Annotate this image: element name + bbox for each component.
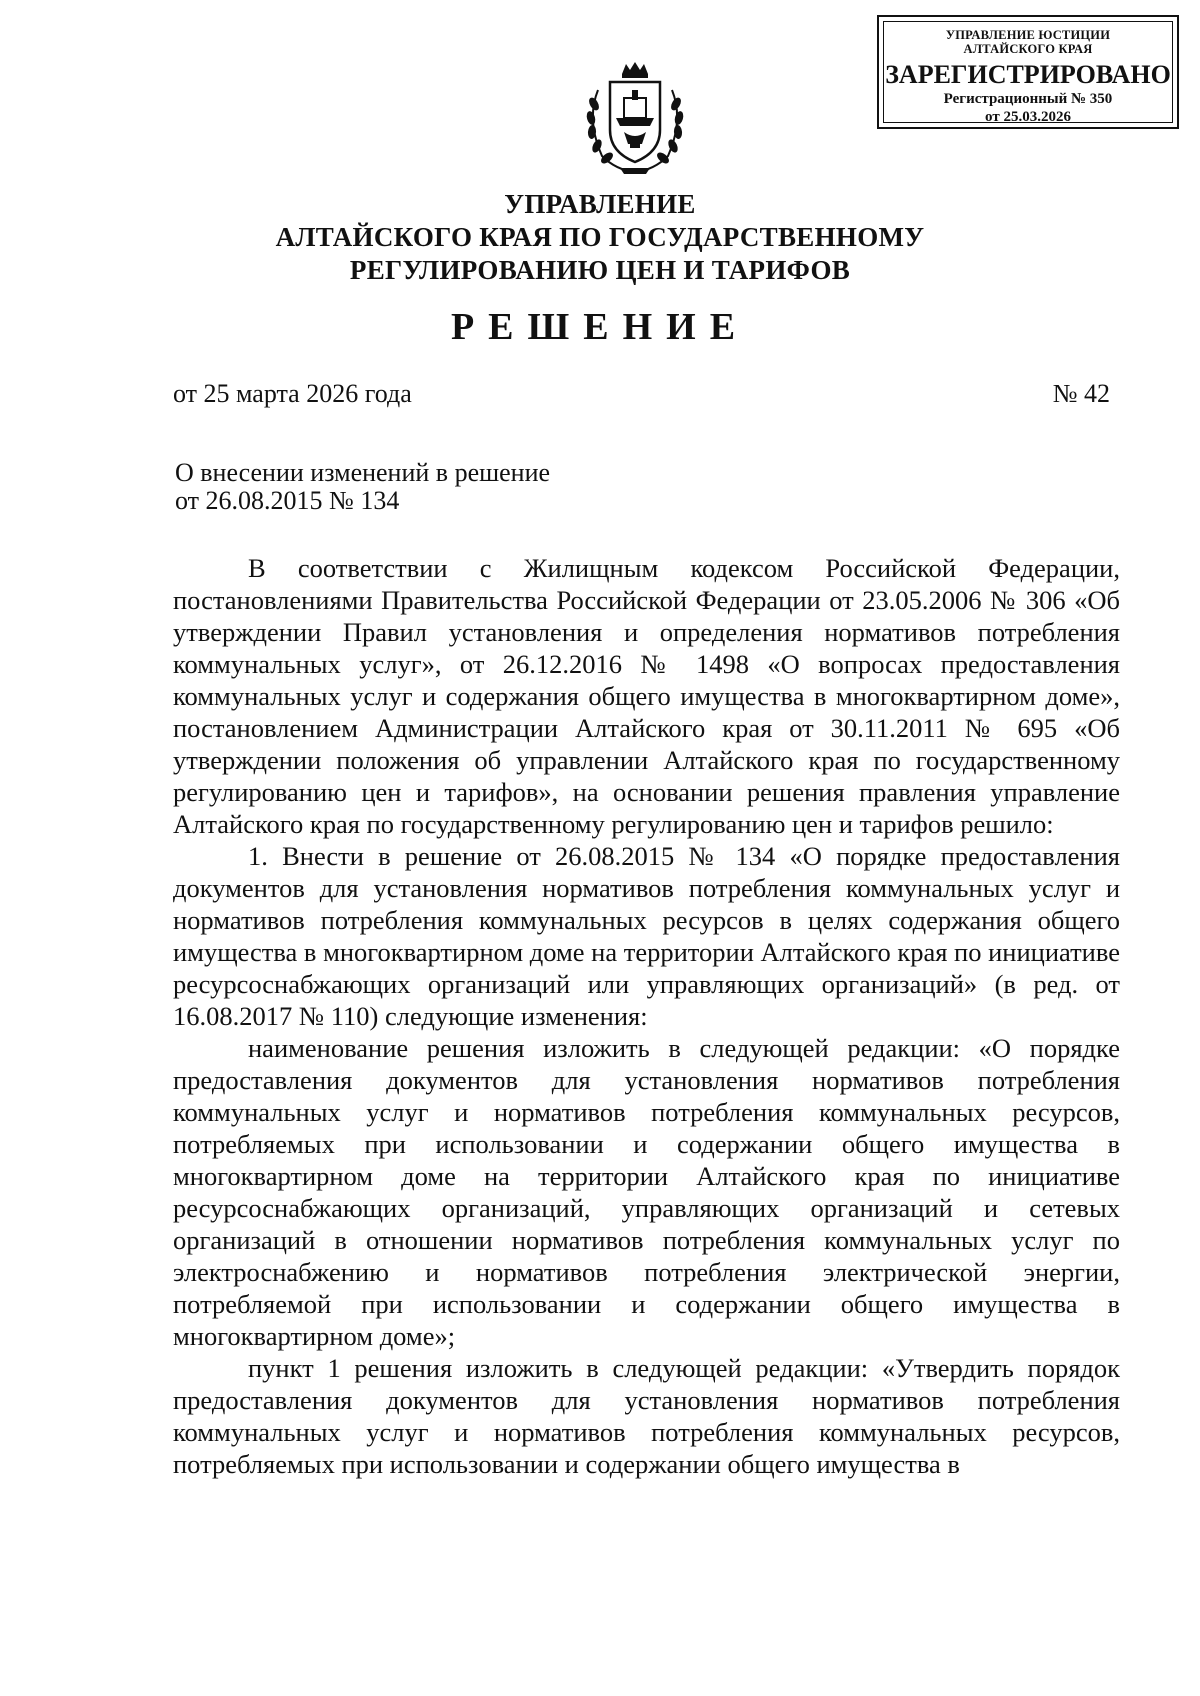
document-type-title: РЕШЕНИЕ (450, 306, 750, 348)
stamp-status: ЗАРЕГИСТРИРОВАНО (885, 60, 1171, 89)
document-date: от 25 марта 2026 года (173, 379, 412, 408)
body-paragraph-point-1-change: пункт 1 решения изложить в следующей редакции: «Утвердить порядок предоставления документов для установления нормативов потребления коммунальных услуг и нормативов потребления коммунальных ресурсов, потребляемых при использовании и содержании общего имущества в (173, 1353, 1120, 1479)
document-subject (175, 459, 550, 515)
header-line-3: РЕГУЛИРОВАНИЮ ЦЕН И ТАРИФОВ (349, 255, 851, 285)
coat-of-arms-emblem (580, 60, 690, 178)
document-body (173, 552, 1120, 1480)
stamp-org (884, 28, 1172, 56)
stamp-org-line1: УПРАВЛЕНИЕ ЮСТИЦИИ (945, 28, 1111, 42)
stamp-reg-date: от 25.03.2026 (985, 109, 1071, 125)
stamp-org-line2: АЛТАЙСКОГО КРАЯ (963, 42, 1093, 56)
subject-line-1: О внесении изменений в решение (175, 458, 551, 487)
body-paragraph-title-change: наименование решения изложить в следующей редакции: «О порядке предоставления документов для установления нормативов потребления коммунальных услуг и нормативов потребления коммунальных ресурсов, потребляемых при использовании и содержании общего имущества в многоквартирном доме на территории Алтайского края по инициативе ресурсоснабжающих организаций, управляющих организаций и сетевых организаций в отношении нормативов потребления коммунальных услуг по электроснабжению и нормативов потребления электрической энергии, потребляемой при использовании и содержании общего имущества в многоквартирном доме»; (173, 1033, 1120, 1351)
stamp-reg-number: Регистрационный № 350 (943, 91, 1113, 107)
stamp-inner-border (883, 21, 1173, 123)
header-line-1: УПРАВЛЕНИЕ (504, 189, 696, 219)
registration-stamp (877, 15, 1179, 129)
organization-header (200, 188, 1000, 287)
body-paragraph-item-1: 1. Внести в решение от 26.08.2015 № 134 «О порядке предоставления документов для установления нормативов потребления коммунальных услуг и нормативов потребления коммунальных ресурсов в целях содержания общего имущества в многоквартирном доме на территории Алтайского края по инициативе ресурсоснабжающих организаций или управляющих организаций» (в ред. от 16.08.2017 № 110) следующие изменения: (173, 841, 1120, 1031)
body-paragraph-preamble: В соответствии с Жилищным кодексом Российской Федерации, постановлениями Правительства Российской Федерации от 23.05.2006 № 306 «Об утверждении Правил установления и определения нормативов потребления коммунальных услуг», от 26.12.2016 № 1498 «О вопросах предоставления коммунальных услуг и содержания общего имущества в многоквартирном доме», постановлением Администрации Алтайского края от 30.11.2011 № 695 «Об утверждении положения об управлении Алтайского края по государственному регулированию цен и тарифов», на основании решения правления управление Алтайского края по государственному регулированию цен и тарифов решило: (173, 553, 1120, 839)
subject-line-2: от 26.08.2015 № 134 (175, 486, 400, 515)
document-number: № 42 (1052, 379, 1110, 408)
header-line-2: АЛТАЙСКОГО КРАЯ ПО ГОСУДАРСТВЕННОМУ (275, 222, 925, 252)
